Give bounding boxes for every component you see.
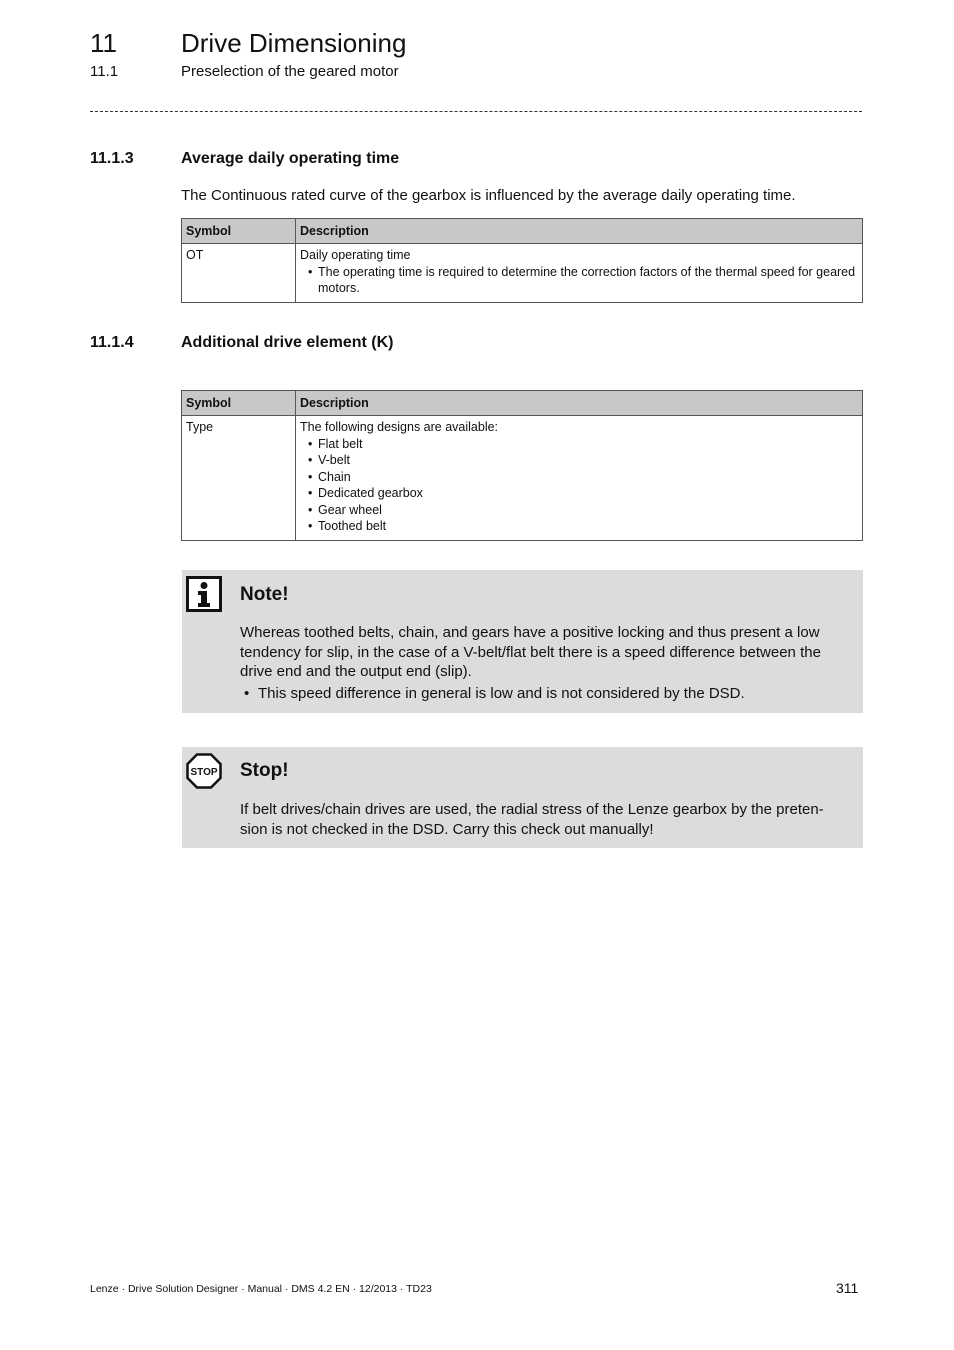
- section-1114-title: Additional drive element (K): [181, 334, 394, 351]
- drive-element-table: [181, 390, 863, 541]
- symbol-cell: OT: [182, 244, 296, 303]
- table-row: [182, 244, 863, 303]
- note-bullet: • This speed difference in general is low and is not considered by the DSD.: [244, 684, 868, 703]
- list-item: • Toothed belt: [300, 518, 858, 535]
- stop-icon-label: STOP: [190, 767, 218, 778]
- note-text: Whereas toothed belts, chain, and gears have a positive locking and thus present a low tendency for slip, in the case of a V-belt/flat belt there is a speed difference between the drive end and the output end (slip).: [240, 624, 821, 680]
- section-1113-number: 11.1.3: [90, 150, 134, 167]
- list-item: • Dedicated gearbox: [300, 485, 858, 502]
- list-item: • The operating time is required to determine the correction factors of the thermal speed for geared motors.: [300, 264, 858, 297]
- info-icon: [186, 576, 222, 612]
- description-cell: [296, 416, 863, 541]
- note-box: [182, 570, 863, 713]
- table-header-row: [182, 219, 863, 244]
- footer-text: Lenze · Drive Solution Designer · Manual · DMS 4.2 EN · 12/2013 · TD23: [90, 1283, 432, 1295]
- stop-heading: Stop!: [240, 760, 289, 781]
- chapter-title: Drive Dimensioning: [181, 28, 407, 58]
- list-item: • Gear wheel: [300, 502, 858, 519]
- column-header-symbol: Symbol: [182, 219, 296, 244]
- chapter-number: 11: [90, 28, 117, 58]
- description-bullets: [300, 264, 858, 297]
- list-item: • Flat belt: [300, 436, 858, 453]
- stop-text: If belt drives/chain drives are used, the radial stress of the Lenze gearbox by the preten-sion is not checked in the DSD. Carry this check out manually!: [240, 801, 824, 838]
- section-title: Preselection of the geared motor: [181, 63, 399, 80]
- page-number: 311: [836, 1280, 859, 1296]
- section-1113-intro: The Continuous rated curve of the gearbox is influenced by the average daily operating time.: [181, 187, 796, 204]
- note-heading: Note!: [240, 584, 289, 605]
- header-divider: [90, 111, 862, 112]
- stop-icon: [186, 753, 222, 789]
- table-header-row: [182, 391, 863, 416]
- description-text: The following designs are available:: [300, 420, 499, 434]
- description-text: Daily operating time: [300, 248, 411, 262]
- list-item: • V-belt: [300, 452, 858, 469]
- design-list: [300, 436, 858, 535]
- column-header-symbol: Symbol: [182, 391, 296, 416]
- operating-time-table: [181, 218, 863, 303]
- stop-box: [182, 747, 863, 848]
- list-item: • Chain: [300, 469, 858, 486]
- description-cell: [296, 244, 863, 303]
- section-1113-title: Average daily operating time: [181, 150, 400, 167]
- table-row: [182, 416, 863, 541]
- section-1114-number: 11.1.4: [90, 334, 134, 351]
- column-header-description: Description: [296, 391, 863, 416]
- symbol-cell: Type: [182, 416, 296, 541]
- column-header-description: Description: [296, 219, 863, 244]
- section-number: 11.1: [90, 63, 119, 80]
